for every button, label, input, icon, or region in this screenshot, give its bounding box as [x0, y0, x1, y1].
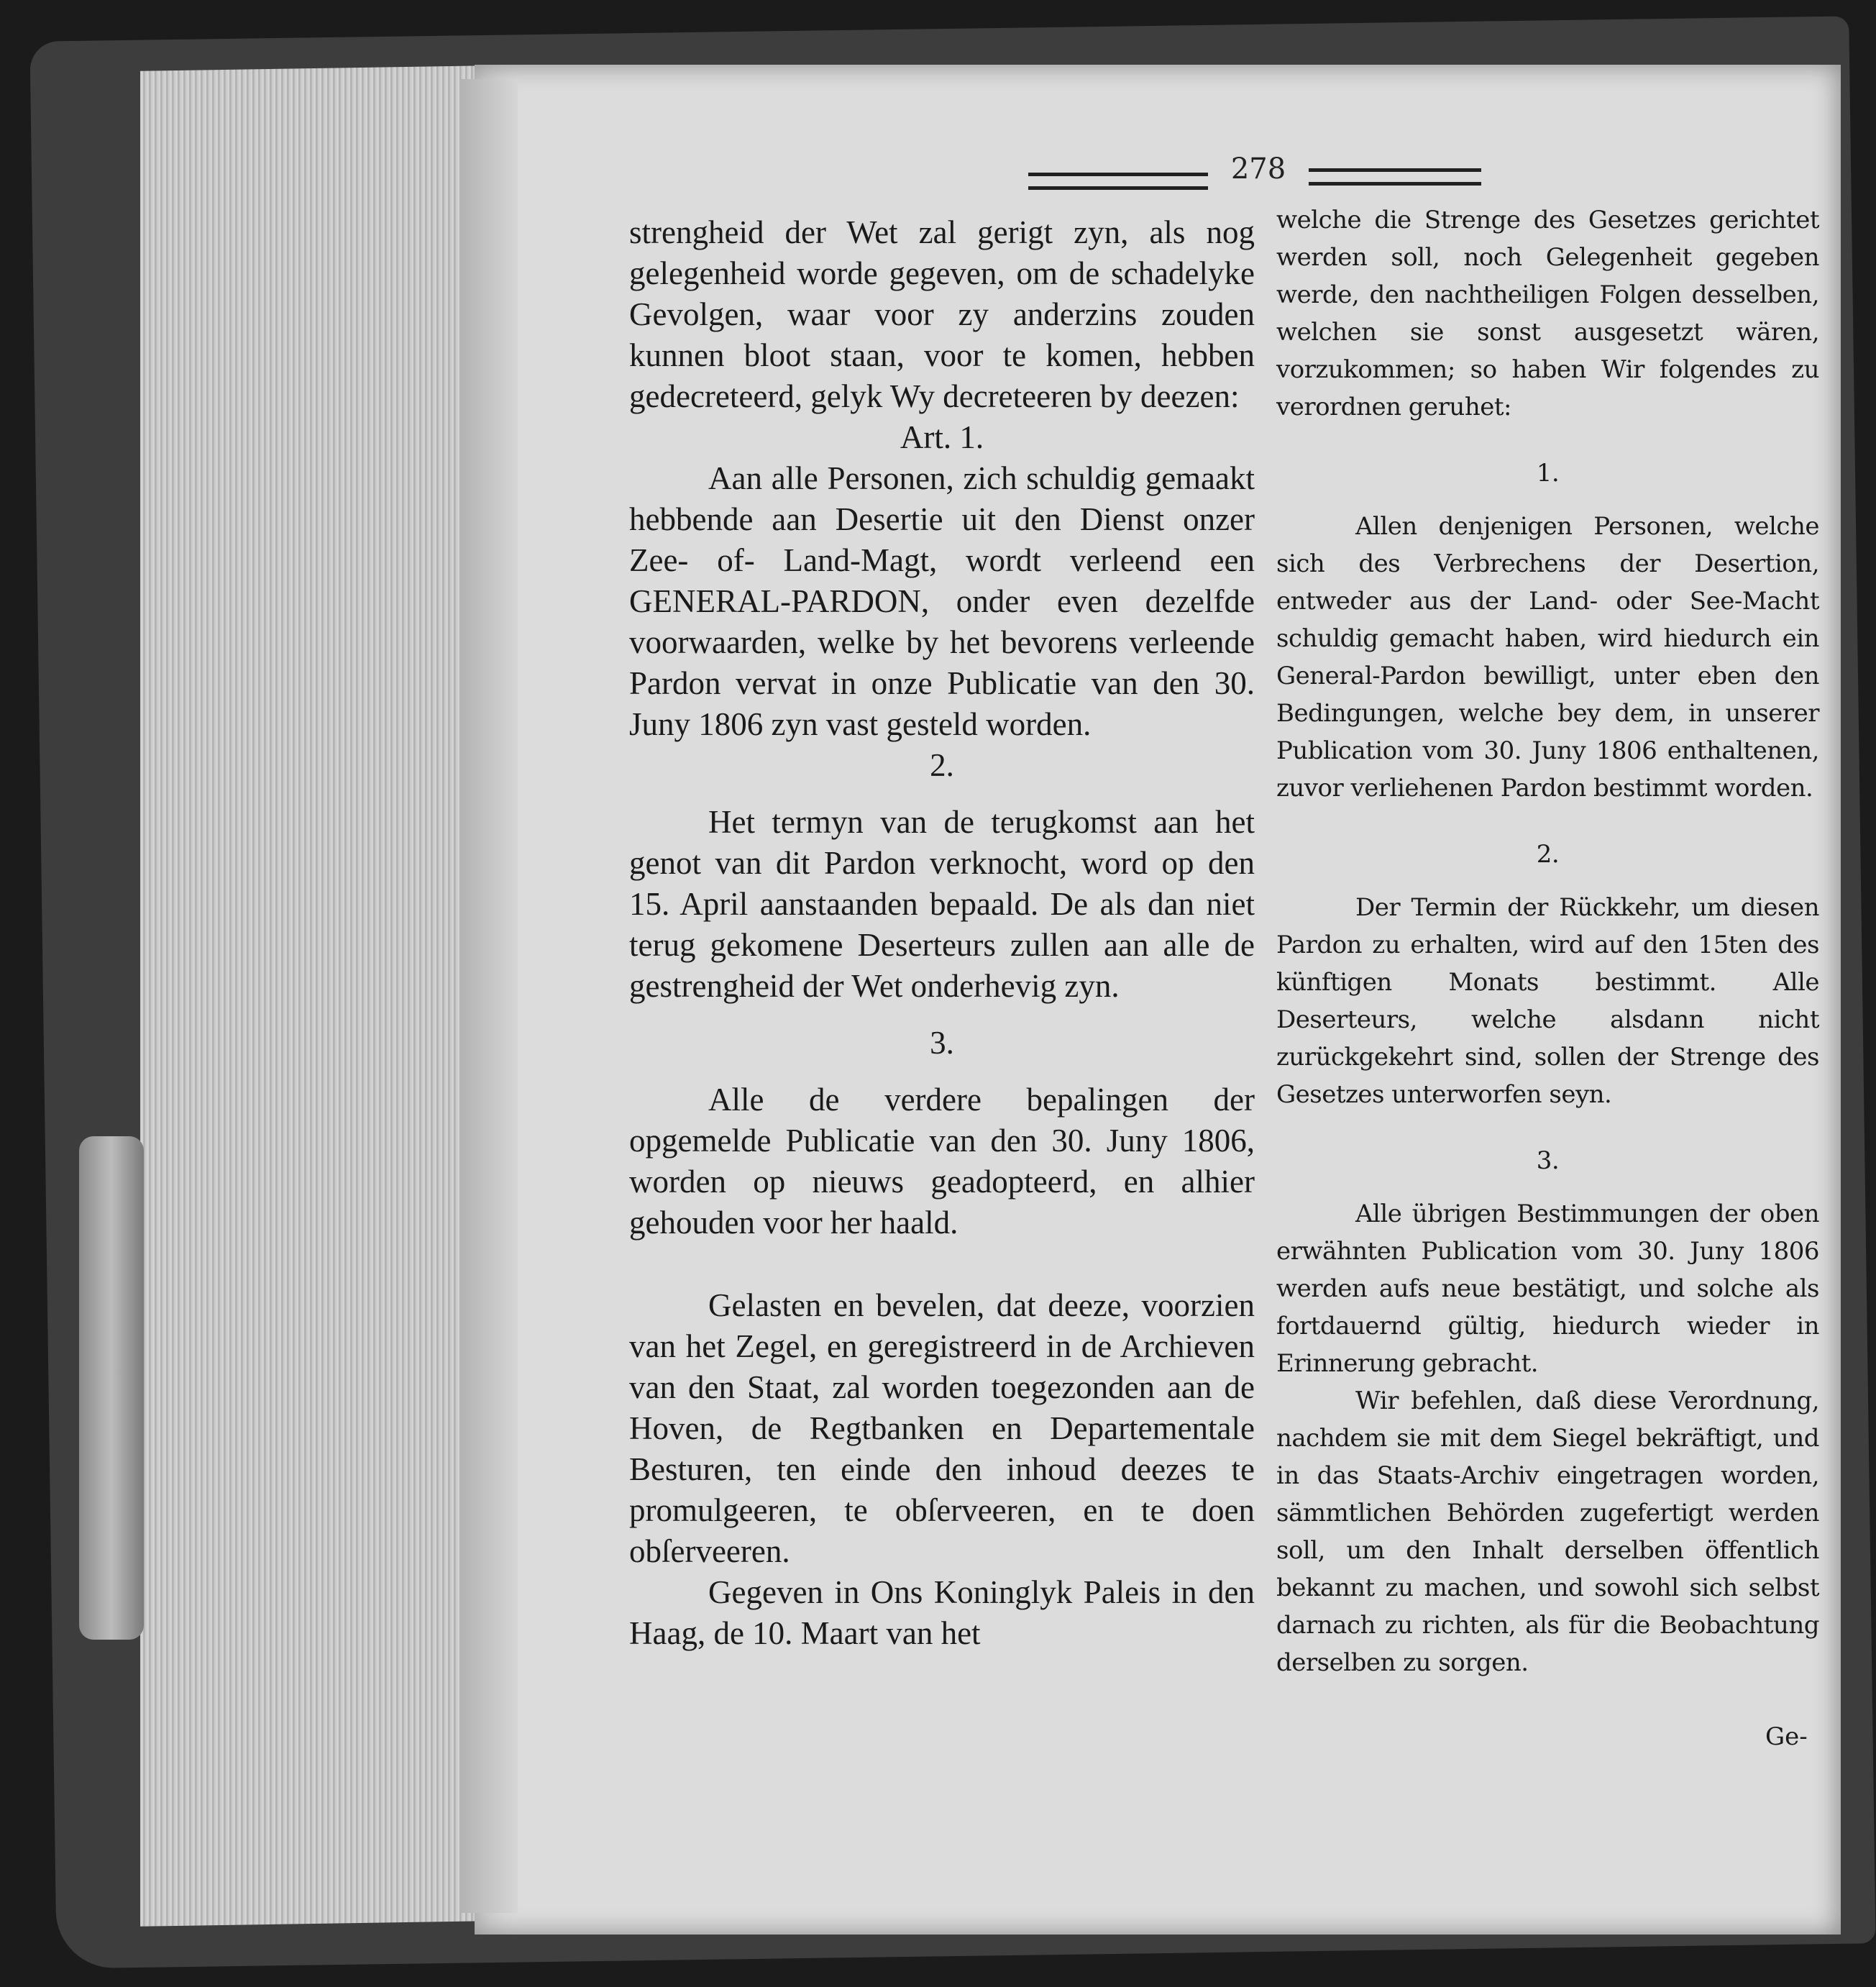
page-number: 278 [1230, 152, 1286, 186]
header-rule-left [1028, 173, 1208, 190]
dutch-intro: strengheid der Wet zal gerigt zyn, als nog gelegenheid worde gegeven, om de schadelyke Gevolgen, waar voor zy anderzins zouden kunnen bloot staan, voor te komen, hebben gedecreteerd, gelyk Wy decreteeren by deezen: [629, 214, 1255, 414]
german-article-3-heading: 3. [1536, 1146, 1560, 1175]
dutch-article-2-heading: 2. [930, 747, 954, 783]
dutch-closing-order: Gelasten en bevelen, dat deeze, voorzien van het Zegel, en geregistreerd in de Archieven van den Staat, zal worden toegezonden aan de Hoven, de Regtbanken en Departementale Besturen, ten einde den inhoud deezes te promulgeeren, te obſerveeren, en te doen obſerveeren. [629, 1287, 1255, 1569]
torn-spine [79, 1136, 144, 1640]
header-rule-right [1309, 168, 1481, 186]
dutch-article-2-text: Het termyn van de terugkomst aan het genot van dit Pardon verknocht, word op den 15. April aanstaanden bepaald. De als dan niet terug gekomene Deserteurs zullen aan alle de gestrengheid der Wet onderhevig zyn. [629, 804, 1255, 1004]
german-article-1-text: Allen denjenigen Personen, welche sich des Verbrechens der Desertion, entweder aus der Land- oder See-Macht schuldig gemacht haben, wird hiedurch ein General-Pardon bewilligt, unter eben den Bedingungen, welche bey dem, in unserer Publication vom 30. Juny 1806 enthaltenen, zuvor verliehenen Pardon bestimmt worden. [1276, 512, 1819, 803]
german-article-3-text: Alle übrigen Bestimmungen der oben erwähnten Publication vom 30. Juny 1806 werden aufs neue bestätigt, und solche als fortdauernd gültig, hiedurch wieder in Erinnerung gebracht. [1276, 1200, 1819, 1378]
dutch-column [629, 212, 1255, 1654]
dutch-article-3-heading: 3. [930, 1025, 954, 1061]
dutch-article-3-text: Alle de verdere bepalingen der opgemelde Publicatie van den 30. Juny 1806, worden op nieuws geadopteerd, en alhier gehouden voor her haald. [629, 1082, 1255, 1241]
page-edges [140, 65, 485, 1927]
german-article-2-text: Der Termin der Rückkehr, um diesen Pardon zu erhalten, wird auf den 15ten des künftigen Monats bestimmt. Alle Deserteurs, welche alsdann nicht zurückgekehrt sind, sollen der Strenge des Gesetzes unterworfen seyn. [1276, 893, 1819, 1109]
dutch-article-1-heading: Art. 1. [900, 419, 984, 455]
german-intro: welche die Strenge des Gesetzes gerichtet werden soll, noch Gelegenheit gegeben werde, den nachtheiligen Folgen desselben, welchen sie sonst ausgesetzt wären, vorzukommen; so haben Wir folgendes zu verordnen geruhet: [1276, 206, 1819, 421]
dutch-article-1-text: Aan alle Personen, zich schuldig gemaakt hebbende aan Desertie uit den Dienst onzer Zee- of- Land-Magt, wordt verleend een GENERAL-PARDON, onder even dezelfde voorwaarden, welke by het bevorens verleende Pardon vervat in onze Publicatie van den 30. Juny 1806 zyn vast gesteld worden. [629, 460, 1255, 742]
german-article-2-heading: 2. [1536, 840, 1560, 869]
page-header [1028, 152, 1481, 201]
gutter-shadow [460, 79, 518, 1913]
dutch-closing-given: Gegeven in Ons Koninglyk Paleis in den Haag, de 10. Maart van het [629, 1574, 1255, 1651]
german-article-1-heading: 1. [1536, 459, 1560, 488]
german-closing-order: Wir befehlen, daß diese Verordnung, nachdem sie mit dem Siegel bekräftigt, und in das Staats-Archiv eingetragen worden, sämmtlichen Behörden zugefertigt werden soll, um den Inhalt derselben öffentlich bekannt zu machen, und sowohl sich selbst darnach zu richten, als für die Beobachtung derselben zu sorgen. [1276, 1387, 1819, 1677]
german-column [1276, 201, 1819, 1681]
catchword: Ge- [1765, 1722, 1808, 1751]
